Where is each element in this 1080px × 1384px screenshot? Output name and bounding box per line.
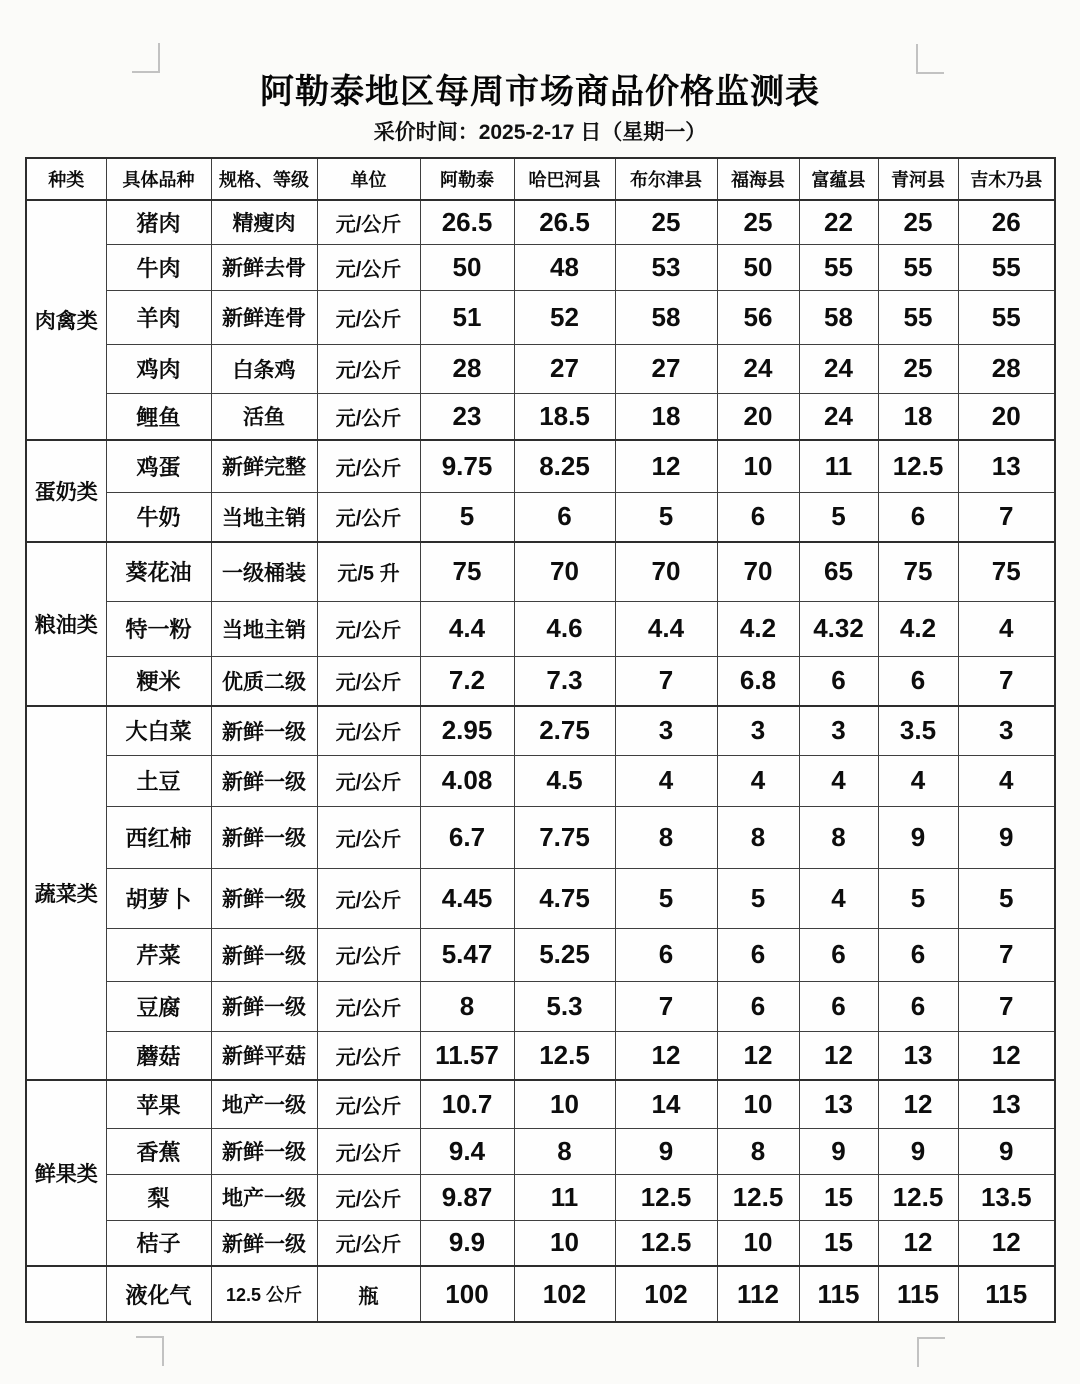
spec-cell: 新鲜一级 xyxy=(211,1128,317,1174)
price-cell: 8 xyxy=(799,806,878,868)
price-cell: 100 xyxy=(420,1266,514,1322)
price-cell: 5 xyxy=(420,492,514,542)
table-row xyxy=(26,706,1055,755)
price-cell: 55 xyxy=(878,290,958,344)
price-cell: 12 xyxy=(878,1220,958,1266)
unit-cell: 元/公斤 xyxy=(317,1031,420,1080)
item-cell: 香蕉 xyxy=(106,1128,211,1174)
price-cell: 6 xyxy=(878,928,958,981)
spec-cell: 新鲜一级 xyxy=(211,868,317,928)
price-cell: 12.5 xyxy=(717,1174,799,1220)
category-cell xyxy=(26,1266,106,1322)
price-cell: 8 xyxy=(514,1128,615,1174)
price-cell: 7.2 xyxy=(420,656,514,706)
table-row xyxy=(26,601,1055,656)
item-cell: 液化气 xyxy=(106,1266,211,1322)
column-header-3: 规格、等级 xyxy=(211,158,317,200)
price-cell: 22 xyxy=(799,200,878,244)
item-cell: 桔子 xyxy=(106,1220,211,1266)
price-cell: 9.9 xyxy=(420,1220,514,1266)
price-cell: 4.4 xyxy=(420,601,514,656)
price-cell: 6 xyxy=(799,981,878,1031)
unit-cell: 元/公斤 xyxy=(317,344,420,393)
column-header-10: 青河县 xyxy=(878,158,958,200)
category-cell: 粮油类 xyxy=(26,542,106,706)
price-cell: 4.45 xyxy=(420,868,514,928)
price-cell: 5 xyxy=(878,868,958,928)
price-cell: 4.4 xyxy=(615,601,717,656)
price-cell: 14 xyxy=(615,1080,717,1128)
price-cell: 12 xyxy=(717,1031,799,1080)
price-cell: 6 xyxy=(717,492,799,542)
price-cell: 25 xyxy=(878,200,958,244)
price-cell: 55 xyxy=(958,290,1055,344)
price-cell: 13 xyxy=(958,1080,1055,1128)
unit-cell: 元/公斤 xyxy=(317,440,420,492)
price-cell: 12 xyxy=(958,1220,1055,1266)
unit-cell: 元/公斤 xyxy=(317,492,420,542)
table-row xyxy=(26,1031,1055,1080)
unit-cell: 元/公斤 xyxy=(317,928,420,981)
price-cell: 112 xyxy=(717,1266,799,1322)
spec-cell: 地产一级 xyxy=(211,1174,317,1220)
price-cell: 5.25 xyxy=(514,928,615,981)
price-cell: 4.32 xyxy=(799,601,878,656)
price-cell: 9 xyxy=(615,1128,717,1174)
price-cell: 5.47 xyxy=(420,928,514,981)
unit-cell: 元/公斤 xyxy=(317,244,420,290)
price-cell: 15 xyxy=(799,1220,878,1266)
price-cell: 5.3 xyxy=(514,981,615,1031)
price-cell: 12 xyxy=(958,1031,1055,1080)
column-header-7: 布尔津县 xyxy=(615,158,717,200)
price-cell: 4.2 xyxy=(878,601,958,656)
item-cell: 梨 xyxy=(106,1174,211,1220)
price-cell: 15 xyxy=(799,1174,878,1220)
spec-cell: 新鲜一级 xyxy=(211,706,317,755)
price-cell: 4.75 xyxy=(514,868,615,928)
price-cell: 10.7 xyxy=(420,1080,514,1128)
price-cell: 12 xyxy=(878,1080,958,1128)
price-cell: 25 xyxy=(717,200,799,244)
price-cell: 4.6 xyxy=(514,601,615,656)
unit-cell: 元/公斤 xyxy=(317,656,420,706)
price-cell: 53 xyxy=(615,244,717,290)
column-header-5: 阿勒泰 xyxy=(420,158,514,200)
spec-cell: 优质二级 xyxy=(211,656,317,706)
table-row xyxy=(26,344,1055,393)
price-cell: 5 xyxy=(615,868,717,928)
price-cell: 7 xyxy=(958,928,1055,981)
price-cell: 55 xyxy=(958,244,1055,290)
spec-cell: 地产一级 xyxy=(211,1080,317,1128)
price-cell: 20 xyxy=(717,393,799,440)
price-cell: 3 xyxy=(717,706,799,755)
price-cell: 12.5 xyxy=(615,1220,717,1266)
category-cell: 肉禽类 xyxy=(26,200,106,440)
price-cell: 28 xyxy=(958,344,1055,393)
price-cell: 6.8 xyxy=(717,656,799,706)
item-cell: 西红柿 xyxy=(106,806,211,868)
table-row xyxy=(26,1220,1055,1266)
price-cell: 5 xyxy=(799,492,878,542)
price-table xyxy=(25,157,1056,1323)
price-cell: 9 xyxy=(878,806,958,868)
table-row xyxy=(26,393,1055,440)
item-cell: 胡萝卜 xyxy=(106,868,211,928)
price-cell: 9.87 xyxy=(420,1174,514,1220)
price-cell: 58 xyxy=(799,290,878,344)
price-cell: 6 xyxy=(615,928,717,981)
spec-cell: 当地主销 xyxy=(211,601,317,656)
price-cell: 56 xyxy=(717,290,799,344)
spec-cell: 新鲜平菇 xyxy=(211,1031,317,1080)
price-cell: 75 xyxy=(878,542,958,601)
column-header-8: 福海县 xyxy=(717,158,799,200)
price-cell: 6 xyxy=(878,981,958,1031)
price-cell: 8 xyxy=(717,1128,799,1174)
price-cell: 9 xyxy=(799,1128,878,1174)
table-row xyxy=(26,1174,1055,1220)
price-cell: 5 xyxy=(717,868,799,928)
price-cell: 50 xyxy=(420,244,514,290)
unit-cell: 元/公斤 xyxy=(317,981,420,1031)
item-cell: 苹果 xyxy=(106,1080,211,1128)
item-cell: 粳米 xyxy=(106,656,211,706)
price-cell: 9.4 xyxy=(420,1128,514,1174)
price-cell: 27 xyxy=(514,344,615,393)
price-cell: 24 xyxy=(799,344,878,393)
spec-cell: 新鲜一级 xyxy=(211,755,317,806)
price-cell: 48 xyxy=(514,244,615,290)
item-cell: 芹菜 xyxy=(106,928,211,981)
price-cell: 4.08 xyxy=(420,755,514,806)
price-cell: 6 xyxy=(799,656,878,706)
table-row xyxy=(26,981,1055,1031)
item-cell: 牛奶 xyxy=(106,492,211,542)
price-cell: 6 xyxy=(878,656,958,706)
price-cell: 23 xyxy=(420,393,514,440)
unit-cell: 元/公斤 xyxy=(317,806,420,868)
price-cell: 12.5 xyxy=(514,1031,615,1080)
price-cell: 115 xyxy=(878,1266,958,1322)
category-cell: 蔬菜类 xyxy=(26,706,106,1080)
price-cell: 75 xyxy=(958,542,1055,601)
unit-cell: 元/公斤 xyxy=(317,601,420,656)
price-cell: 25 xyxy=(615,200,717,244)
price-cell: 2.95 xyxy=(420,706,514,755)
price-cell: 55 xyxy=(878,244,958,290)
price-cell: 26.5 xyxy=(420,200,514,244)
price-cell: 24 xyxy=(799,393,878,440)
price-cell: 50 xyxy=(717,244,799,290)
spec-cell: 活鱼 xyxy=(211,393,317,440)
item-cell: 土豆 xyxy=(106,755,211,806)
spec-cell: 新鲜一级 xyxy=(211,806,317,868)
spec-cell: 新鲜连骨 xyxy=(211,290,317,344)
price-cell: 18.5 xyxy=(514,393,615,440)
unit-cell: 元/公斤 xyxy=(317,200,420,244)
table-row xyxy=(26,1128,1055,1174)
price-cell: 5 xyxy=(615,492,717,542)
category-cell: 鲜果类 xyxy=(26,1080,106,1266)
column-header-6: 哈巴河县 xyxy=(514,158,615,200)
survey-date: 采价时间：2025-2-17 日（星期一） xyxy=(373,121,707,144)
price-cell: 6 xyxy=(514,492,615,542)
table-row xyxy=(26,656,1055,706)
price-cell: 10 xyxy=(717,440,799,492)
spec-cell: 新鲜一级 xyxy=(211,1220,317,1266)
price-cell: 12.5 xyxy=(615,1174,717,1220)
spec-cell: 一级桶装 xyxy=(211,542,317,601)
price-cell: 6.7 xyxy=(420,806,514,868)
column-header-1: 种类 xyxy=(26,158,106,200)
price-cell: 28 xyxy=(420,344,514,393)
price-cell: 4 xyxy=(878,755,958,806)
price-cell: 4 xyxy=(799,755,878,806)
price-cell: 51 xyxy=(420,290,514,344)
table-header-row xyxy=(26,158,1055,200)
unit-cell: 元/公斤 xyxy=(317,1220,420,1266)
price-cell: 25 xyxy=(878,344,958,393)
price-cell: 12 xyxy=(799,1031,878,1080)
price-cell: 4.2 xyxy=(717,601,799,656)
item-cell: 特一粉 xyxy=(106,601,211,656)
item-cell: 大白菜 xyxy=(106,706,211,755)
price-cell: 52 xyxy=(514,290,615,344)
price-cell: 4 xyxy=(717,755,799,806)
price-cell: 5 xyxy=(958,868,1055,928)
price-cell: 4 xyxy=(958,601,1055,656)
price-cell: 65 xyxy=(799,542,878,601)
item-cell: 豆腐 xyxy=(106,981,211,1031)
unit-cell: 元/5 升 xyxy=(317,542,420,601)
unit-cell: 瓶 xyxy=(317,1266,420,1322)
price-cell: 13 xyxy=(878,1031,958,1080)
item-cell: 羊肉 xyxy=(106,290,211,344)
column-header-9: 富蕴县 xyxy=(799,158,878,200)
table-row xyxy=(26,928,1055,981)
price-cell: 6 xyxy=(717,928,799,981)
price-cell: 9 xyxy=(878,1128,958,1174)
price-cell: 102 xyxy=(615,1266,717,1322)
item-cell: 猪肉 xyxy=(106,200,211,244)
spec-cell: 新鲜一级 xyxy=(211,981,317,1031)
table-row xyxy=(26,806,1055,868)
price-cell: 70 xyxy=(717,542,799,601)
spec-cell: 精瘦肉 xyxy=(211,200,317,244)
table-row xyxy=(26,1266,1055,1322)
price-cell: 102 xyxy=(514,1266,615,1322)
price-cell: 11.57 xyxy=(420,1031,514,1080)
price-cell: 8 xyxy=(717,806,799,868)
category-cell: 蛋奶类 xyxy=(26,440,106,542)
price-cell: 26.5 xyxy=(514,200,615,244)
price-cell: 3 xyxy=(958,706,1055,755)
unit-cell: 元/公斤 xyxy=(317,1174,420,1220)
spec-cell: 新鲜一级 xyxy=(211,928,317,981)
price-cell: 10 xyxy=(717,1080,799,1128)
table-row xyxy=(26,1080,1055,1128)
spec-cell: 新鲜完整 xyxy=(211,440,317,492)
price-cell: 70 xyxy=(615,542,717,601)
price-cell: 8.25 xyxy=(514,440,615,492)
price-cell: 3 xyxy=(799,706,878,755)
price-cell: 13.5 xyxy=(958,1174,1055,1220)
table-row xyxy=(26,244,1055,290)
price-cell: 3.5 xyxy=(878,706,958,755)
price-cell: 7 xyxy=(958,656,1055,706)
price-cell: 115 xyxy=(958,1266,1055,1322)
item-cell: 鲤鱼 xyxy=(106,393,211,440)
column-header-4: 单位 xyxy=(317,158,420,200)
price-cell: 6 xyxy=(799,928,878,981)
price-cell: 58 xyxy=(615,290,717,344)
price-cell: 7 xyxy=(958,492,1055,542)
price-cell: 7.75 xyxy=(514,806,615,868)
price-cell: 70 xyxy=(514,542,615,601)
item-cell: 牛肉 xyxy=(106,244,211,290)
price-cell: 6 xyxy=(717,981,799,1031)
price-cell: 4 xyxy=(615,755,717,806)
price-cell: 13 xyxy=(799,1080,878,1128)
spec-cell: 白条鸡 xyxy=(211,344,317,393)
price-cell: 7.3 xyxy=(514,656,615,706)
column-header-2: 具体品种 xyxy=(106,158,211,200)
price-cell: 12.5 xyxy=(878,1174,958,1220)
price-cell: 115 xyxy=(799,1266,878,1322)
price-cell: 9 xyxy=(958,1128,1055,1174)
item-cell: 鸡肉 xyxy=(106,344,211,393)
price-cell: 24 xyxy=(717,344,799,393)
price-cell: 20 xyxy=(958,393,1055,440)
table-row xyxy=(26,868,1055,928)
column-header-11: 吉木乃县 xyxy=(958,158,1055,200)
spec-cell: 当地主销 xyxy=(211,492,317,542)
price-cell: 11 xyxy=(799,440,878,492)
unit-cell: 元/公斤 xyxy=(317,1080,420,1128)
price-cell: 18 xyxy=(615,393,717,440)
price-cell: 3 xyxy=(615,706,717,755)
item-cell: 蘑菇 xyxy=(106,1031,211,1080)
price-cell: 27 xyxy=(615,344,717,393)
crop-mark-bottom-right-icon xyxy=(917,1337,945,1367)
price-cell: 26 xyxy=(958,200,1055,244)
price-cell: 55 xyxy=(799,244,878,290)
price-cell: 9 xyxy=(958,806,1055,868)
price-cell: 18 xyxy=(878,393,958,440)
price-cell: 10 xyxy=(514,1220,615,1266)
unit-cell: 元/公斤 xyxy=(317,755,420,806)
price-cell: 7 xyxy=(615,981,717,1031)
spec-cell: 新鲜去骨 xyxy=(211,244,317,290)
price-cell: 11 xyxy=(514,1174,615,1220)
item-cell: 鸡蛋 xyxy=(106,440,211,492)
price-cell: 13 xyxy=(958,440,1055,492)
unit-cell: 元/公斤 xyxy=(317,1128,420,1174)
price-cell: 8 xyxy=(420,981,514,1031)
unit-cell: 元/公斤 xyxy=(317,290,420,344)
price-cell: 2.75 xyxy=(514,706,615,755)
item-cell: 葵花油 xyxy=(106,542,211,601)
table-row xyxy=(26,290,1055,344)
table-row xyxy=(26,542,1055,601)
price-cell: 12 xyxy=(615,1031,717,1080)
unit-cell: 元/公斤 xyxy=(317,393,420,440)
spec-cell: 12.5 公斤 xyxy=(211,1266,317,1322)
unit-cell: 元/公斤 xyxy=(317,868,420,928)
unit-cell: 元/公斤 xyxy=(317,706,420,755)
table-row xyxy=(26,200,1055,244)
price-cell: 10 xyxy=(514,1080,615,1128)
price-cell: 75 xyxy=(420,542,514,601)
table-row xyxy=(26,440,1055,492)
price-cell: 7 xyxy=(615,656,717,706)
price-cell: 4 xyxy=(958,755,1055,806)
price-cell: 12 xyxy=(615,440,717,492)
table-row xyxy=(26,492,1055,542)
table-row xyxy=(26,755,1055,806)
price-cell: 8 xyxy=(615,806,717,868)
price-cell: 9.75 xyxy=(420,440,514,492)
price-cell: 4 xyxy=(799,868,878,928)
crop-mark-bottom-left-icon xyxy=(136,1336,164,1366)
price-cell: 12.5 xyxy=(878,440,958,492)
price-cell: 4.5 xyxy=(514,755,615,806)
page-title: 阿勒泰地区每周市场商品价格监测表 xyxy=(260,73,820,111)
price-cell: 6 xyxy=(878,492,958,542)
price-cell: 10 xyxy=(717,1220,799,1266)
price-cell: 7 xyxy=(958,981,1055,1031)
